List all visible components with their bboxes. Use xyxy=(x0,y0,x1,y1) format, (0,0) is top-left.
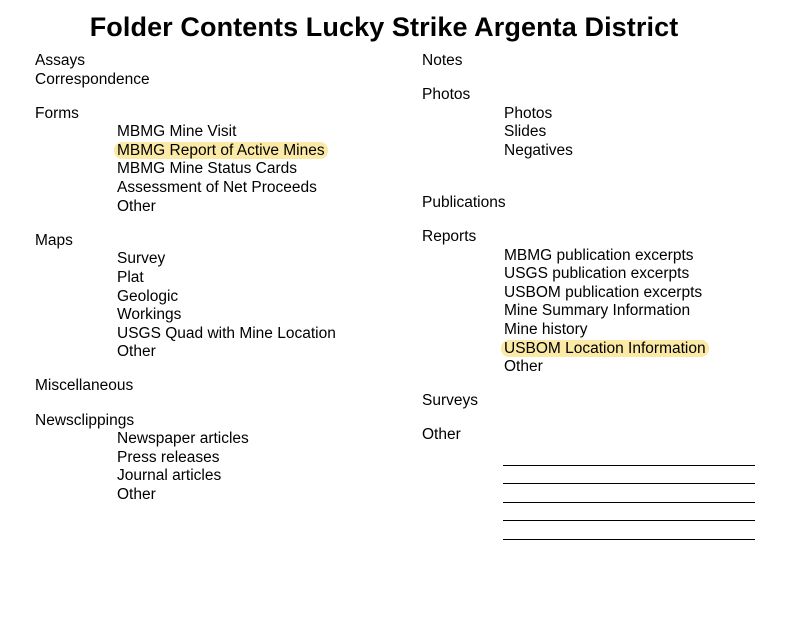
reports-item: Mine history xyxy=(504,321,588,339)
blank-line xyxy=(503,503,755,522)
section-surveys: Surveys xyxy=(422,392,478,410)
newsclippings-item: Other xyxy=(117,485,156,503)
right-column xyxy=(422,52,755,540)
maps-item: USGS Quad with Mine Location xyxy=(117,324,336,342)
section-notes: Notes xyxy=(422,52,463,69)
maps-item: Survey xyxy=(117,250,166,268)
section-assays: Assays xyxy=(35,52,85,69)
section-reports-heading: Reports xyxy=(422,228,477,246)
forms-item: Other xyxy=(117,197,156,215)
forms-item-highlighted xyxy=(35,142,336,161)
section-maps-heading: Maps xyxy=(35,231,73,249)
forms-item: MBMG Mine Visit xyxy=(117,123,237,141)
section-newsclippings-heading: Newsclippings xyxy=(35,411,135,429)
reports-item: MBMG publication excerpts xyxy=(504,246,694,264)
reports-item: USGS publication excerpts xyxy=(504,265,690,283)
reports-item: Mine Summary Information xyxy=(504,302,691,320)
reports-item-highlighted xyxy=(422,340,755,359)
maps-item: Geologic xyxy=(117,287,179,305)
blank-line xyxy=(503,447,755,466)
photos-item: Negatives xyxy=(504,141,573,159)
highlight-marker: MBMG Report of Active Mines xyxy=(114,142,328,159)
newsclippings-item: Press releases xyxy=(117,448,220,466)
blank-line xyxy=(503,484,755,503)
section-publications: Publications xyxy=(422,193,506,211)
section-miscellaneous: Miscellaneous xyxy=(35,377,134,395)
blank-line xyxy=(503,521,755,540)
photos-item: Slides xyxy=(504,123,547,141)
section-correspondence: Correspondence xyxy=(35,70,150,88)
section-forms-heading: Forms xyxy=(35,104,79,122)
reports-item: Other xyxy=(504,358,543,376)
photos-item: Photos xyxy=(504,104,553,122)
maps-item: Workings xyxy=(117,306,182,324)
page-title: Folder Contents Lucky Strike Argenta District xyxy=(89,12,679,42)
left-column xyxy=(35,52,336,504)
forms-item: Assessment of Net Proceeds xyxy=(117,179,317,197)
blank-lines xyxy=(422,447,755,540)
forms-item: MBMG Mine Status Cards xyxy=(117,160,298,178)
section-photos-heading: Photos xyxy=(422,86,471,104)
newsclippings-item: Newspaper articles xyxy=(117,430,249,448)
highlight-marker: USBOM Location Information xyxy=(501,340,709,357)
blank-line xyxy=(503,466,755,485)
reports-item: USBOM publication excerpts xyxy=(504,283,703,301)
maps-item: Other xyxy=(117,343,156,361)
newsclippings-item: Journal articles xyxy=(117,467,222,485)
section-other: Other xyxy=(422,426,461,444)
maps-item: Plat xyxy=(117,268,144,286)
